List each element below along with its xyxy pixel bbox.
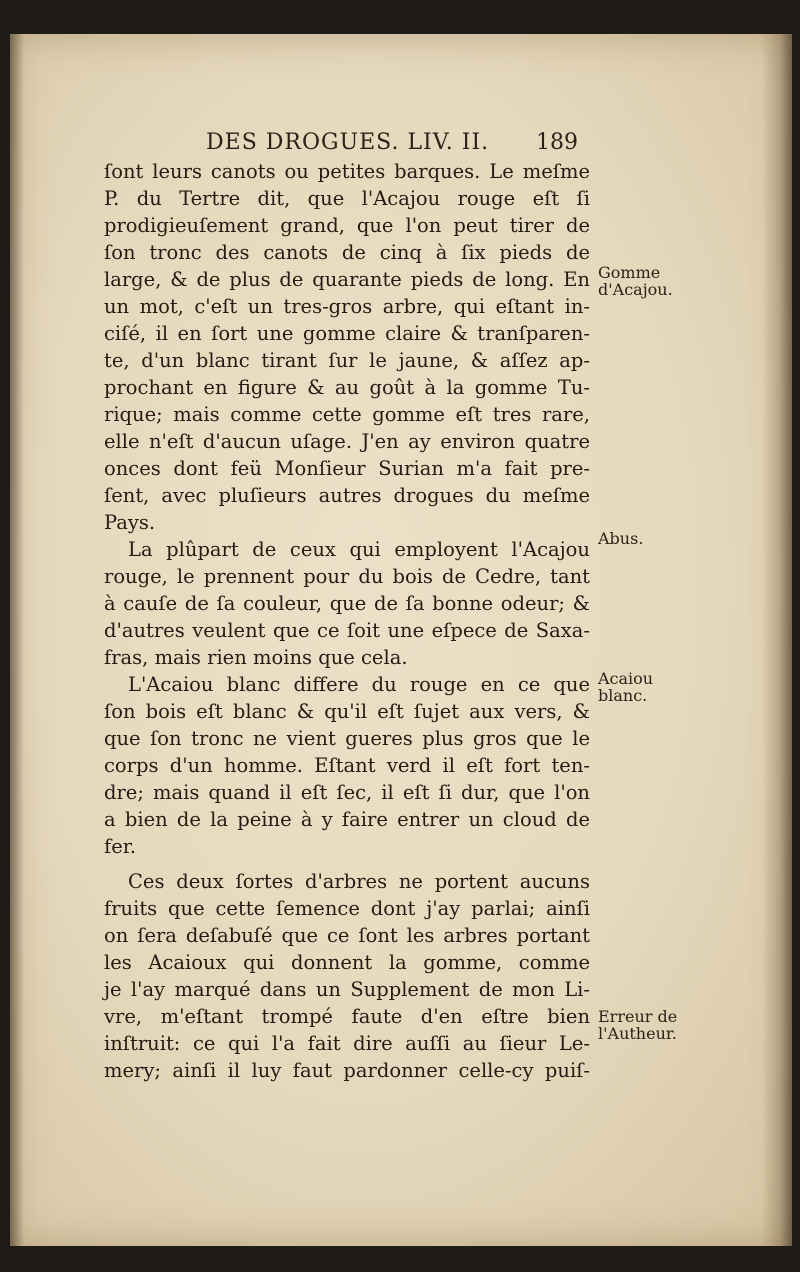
margin-note-line: blanc. — [598, 686, 648, 705]
text-line: rouge, le prennent pour du bois de Cedre, tant — [104, 565, 590, 588]
margin-note-line: d'Acajou. — [598, 280, 673, 299]
text-line: ſon tronc des canots de cinq à ſix pieds de — [104, 241, 590, 264]
margin-note-gomme — [598, 264, 673, 298]
text-line: d'autres veulent que ce ſoit une eſpece de Saxa- — [104, 619, 590, 642]
margin-note-line: Acaiou — [598, 669, 654, 688]
text-line: fras, mais rien moins que cela. — [104, 646, 408, 669]
page-header — [10, 130, 792, 160]
margin-note-erreur — [598, 1008, 677, 1042]
text-line: Pays. — [104, 511, 156, 534]
margin-note-acaiou-blanc — [598, 670, 653, 704]
body-text — [104, 158, 590, 1084]
page-gutter-shadow — [762, 34, 792, 1246]
text-line: Ces deux ſortes d'arbres ne portent aucuns — [128, 870, 590, 893]
text-line: ſon bois eſt blanc & qu'il eſt ſujet aux vers, & — [104, 700, 590, 723]
page-left-edge — [10, 34, 24, 1246]
text-line: L'Acaiou blanc differe du rouge en ce que — [128, 673, 590, 696]
text-line: onces dont feü Monſieur Surian m'a fait pre- — [104, 457, 590, 480]
margin-note-line: Gomme — [598, 263, 661, 282]
text-line: fruits que cette ſemence dont j'ay parlai; ainſi — [104, 897, 590, 920]
text-line: les Acaioux qui donnent la gomme, comme — [104, 951, 590, 974]
text-line: je l'ay marqué dans un Supplement de mon Li- — [104, 978, 590, 1001]
text-line: ſont leurs canots ou petites barques. Le meſme — [104, 160, 590, 183]
margin-note-abus — [598, 530, 643, 547]
margin-note-line: Abus. — [598, 529, 644, 548]
text-line: te, d'un blanc tirant ſur le jaune, & aſſez ap- — [104, 349, 590, 372]
text-line: inſtruit: ce qui l'a fait dire auſſi au ſieur Le- — [104, 1032, 590, 1055]
text-line: mery; ainſi il luy faut pardonner celle-cy puiſ- — [104, 1059, 590, 1082]
paragraph-gap — [104, 860, 590, 868]
margin-note-line: l'Autheur. — [598, 1024, 677, 1043]
text-line: vre, m'eſtant trompé faute d'en eſtre bien — [104, 1005, 590, 1028]
margin-note-line: Erreur de — [598, 1007, 678, 1026]
text-line: prodigieuſement grand, que l'on peut tirer de — [104, 214, 590, 237]
text-line: rique; mais comme cette gomme eſt tres rare, — [104, 403, 590, 426]
page-number: 189 — [536, 130, 578, 155]
text-line: large, & de plus de quarante pieds de long. En — [104, 268, 590, 291]
text-line: P. du Tertre dit, que l'Acajou rouge eſt ſi — [104, 187, 590, 210]
text-line: fer. — [104, 835, 137, 858]
book-page — [10, 34, 792, 1246]
text-line: corps d'un homme. Eſtant verd il eſt fort ten- — [104, 754, 590, 777]
running-head: DES DROGUES. LIV. II. — [206, 130, 490, 155]
text-line: ciſé, il en ſort une gomme claire & tranſparen- — [104, 322, 590, 345]
text-line: La plûpart de ceux qui employent l'Acajou — [128, 538, 590, 561]
text-line: elle n'eſt d'aucun uſage. J'en ay environ quatre — [104, 430, 590, 453]
text-line: à cauſe de ſa couleur, que de ſa bonne odeur; & — [104, 592, 590, 615]
text-line: on ſera deſabuſé que ce ſont les arbres portant — [104, 924, 590, 947]
text-line: un mot, c'eſt un tres-gros arbre, qui eſtant in- — [104, 295, 590, 318]
text-line: prochant en figure & au goût à la gomme Tu- — [104, 376, 590, 399]
text-line: dre; mais quand il eſt ſec, il eſt ſi dur, que l'on — [104, 781, 590, 804]
text-line: ſent, avec pluſieurs autres drogues du meſme — [104, 484, 590, 507]
text-line: a bien de la peine à y faire entrer un cloud de — [104, 808, 590, 831]
text-line: que ſon tronc ne vient gueres plus gros que le — [104, 727, 590, 750]
